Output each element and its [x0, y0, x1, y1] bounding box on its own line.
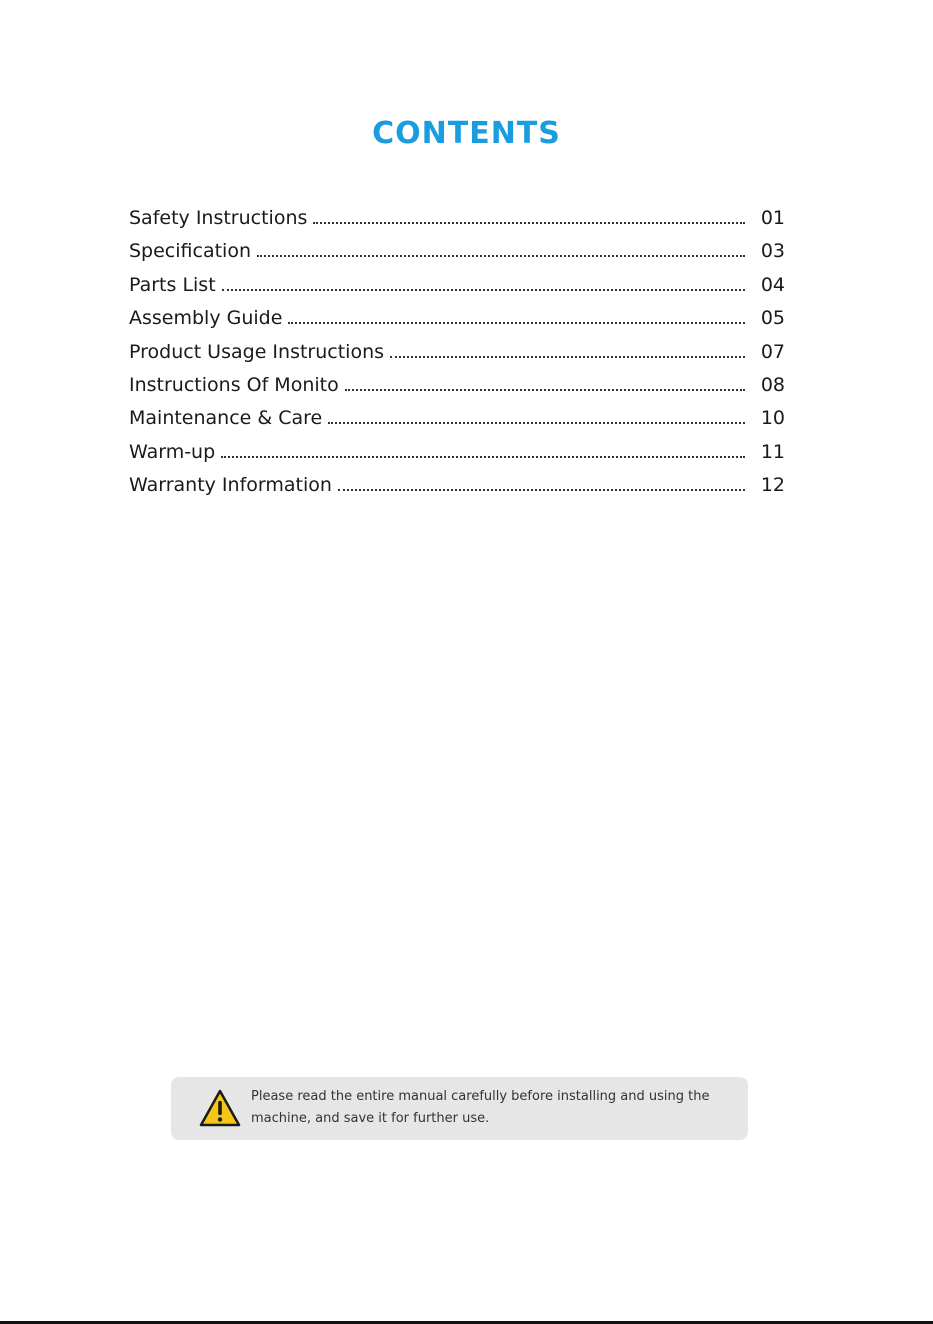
toc-dot-leader [313, 222, 745, 224]
notice-text: Please read the entire manual carefully before installing and using the machine, and save it for further use. [251, 1089, 710, 1126]
toc-entry-label: Instructions Of Monito [129, 373, 339, 396]
toc-entry-instructions-of-monito[interactable] [129, 369, 785, 402]
toc-entry-label: Product Usage Instructions [129, 340, 385, 363]
safety-notice-box [171, 1077, 748, 1140]
toc-entry-warranty-information[interactable] [129, 469, 785, 502]
toc-entry-label: Specification [129, 240, 251, 263]
warning-icon [199, 1089, 241, 1127]
toc-dot-leader [221, 456, 745, 458]
toc-page-number: 03 [760, 240, 785, 263]
toc-page-number: 12 [760, 474, 785, 497]
toc-entry-label: Safety Instructions [129, 207, 308, 229]
toc-entry-safety-instructions[interactable] [129, 202, 785, 235]
toc-entry-assembly-guide[interactable] [129, 302, 785, 335]
toc-dot-leader [257, 255, 745, 257]
toc-entry-label: Warm-up [129, 440, 216, 463]
toc-dot-leader [345, 389, 745, 391]
toc-page-number: 01 [760, 207, 785, 229]
toc-entry-warm-up[interactable] [129, 436, 785, 469]
toc-dot-leader [338, 489, 745, 491]
toc-dot-leader [328, 422, 745, 424]
toc-page-number: 04 [760, 273, 785, 296]
toc-page-number: 08 [760, 373, 785, 396]
page-title: CONTENTS [372, 116, 561, 151]
toc-entry-product-usage-instructions[interactable] [129, 336, 785, 369]
toc-entry-specification[interactable] [129, 235, 785, 268]
toc-page-number: 07 [760, 340, 785, 363]
toc-entry-label: Parts List [129, 273, 216, 296]
toc-entry-label: Warranty Information [129, 474, 332, 497]
toc-dot-leader [390, 356, 745, 358]
toc-dot-leader [288, 322, 745, 324]
toc-page-number: 05 [760, 307, 785, 330]
toc-page-number: 10 [760, 407, 785, 430]
toc-page-number: 11 [760, 440, 785, 463]
toc-entry-maintenance-care[interactable] [129, 402, 785, 435]
toc-entry-label: Maintenance & Care [129, 407, 323, 430]
table-of-contents [129, 202, 785, 503]
toc-dot-leader [222, 289, 745, 291]
toc-entry-parts-list[interactable] [129, 269, 785, 302]
toc-entry-label: Assembly Guide [129, 307, 283, 330]
